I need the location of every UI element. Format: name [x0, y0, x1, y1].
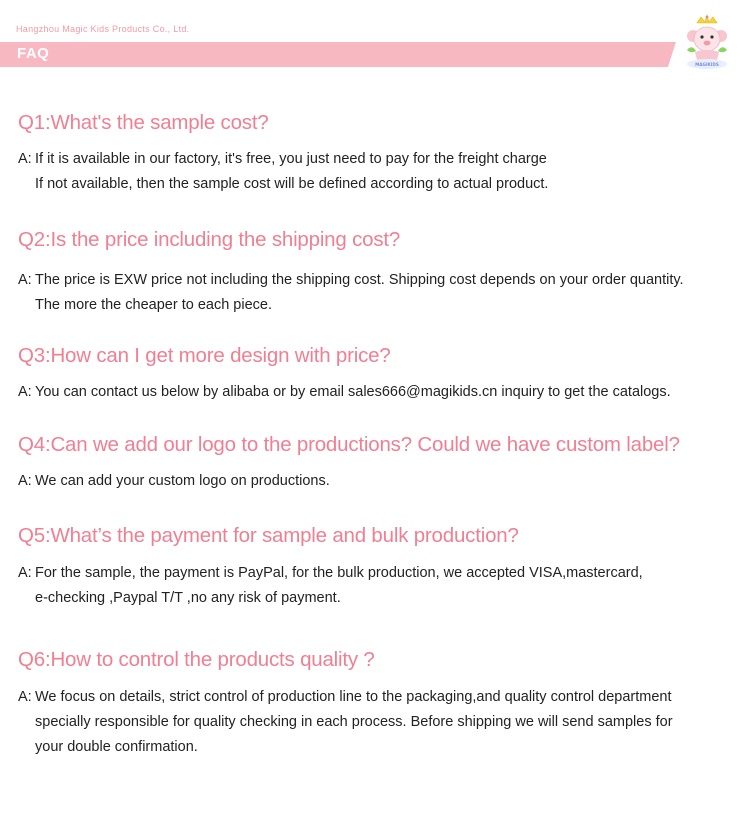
faq-answer: [18, 685, 718, 760]
answer-line: For the sample, the payment is PayPal, for the bulk production, we accepted VISA,mastercard,: [35, 565, 643, 581]
faq-question: Q1:What's the sample cost?: [18, 111, 269, 134]
page-title: FAQ: [17, 45, 50, 62]
faq-item-4: [18, 432, 718, 494]
faq-item-3: [18, 343, 718, 405]
logo-text: MAGIKIDS: [695, 62, 719, 67]
answer-prefix: A:: [18, 565, 32, 581]
answer-line: We can add your custom logo on productions.: [35, 473, 330, 489]
faq-question: Q4:Can we add our logo to the productions? Could we have custom label?: [18, 433, 680, 456]
faq-answer: [18, 469, 718, 494]
answer-prefix: A:: [18, 473, 32, 489]
title-band: [0, 42, 676, 67]
answer-line: The price is EXW price not including the shipping cost. Shipping cost depends on your order quantity.: [35, 272, 684, 288]
faq-item-5: [18, 523, 718, 611]
answer-line: We focus on details, strict control of production line to the packaging,and quality control department: [35, 689, 672, 705]
faq-answer: [18, 268, 718, 318]
faq-question: Q3:How can I get more design with price?: [18, 344, 391, 367]
brand-logo: [684, 14, 730, 70]
faq-answer: [18, 147, 718, 197]
faq-question: Q6:How to control the products quality ?: [18, 648, 375, 671]
faq-item-6: [18, 647, 718, 760]
answer-line: If it is available in our factory, it's free, you just need to pay for the freight charge: [35, 151, 547, 167]
answer-line: e-checking ,Paypal T/T ,no any risk of payment.: [35, 590, 341, 606]
faq-question: Q5:What’s the payment for sample and bulk production?: [18, 524, 519, 547]
answer-line: If not available, then the sample cost will be defined according to actual product.: [35, 176, 549, 192]
faq-item-1: [18, 110, 718, 197]
faq-item-2: [18, 227, 718, 318]
answer-prefix: A:: [18, 384, 32, 400]
answer-line: specially responsible for quality checking in each process. Before shipping we will send samples for: [35, 714, 673, 730]
company-name: Hangzhou Magic Kids Products Co., Ltd.: [16, 24, 190, 34]
faq-answer: [18, 380, 718, 405]
faq-question: Q2:Is the price including the shipping cost?: [18, 228, 401, 251]
answer-prefix: A:: [18, 151, 32, 167]
answer-line: The more the cheaper to each piece.: [35, 297, 272, 313]
answer-prefix: A:: [18, 689, 32, 705]
faq-answer: [18, 561, 718, 611]
answer-prefix: A:: [18, 272, 32, 288]
answer-line: your double confirmation.: [35, 739, 198, 755]
answer-line: You can contact us below by alibaba or by email sales666@magikids.cn inquiry to get the catalogs.: [35, 384, 671, 400]
